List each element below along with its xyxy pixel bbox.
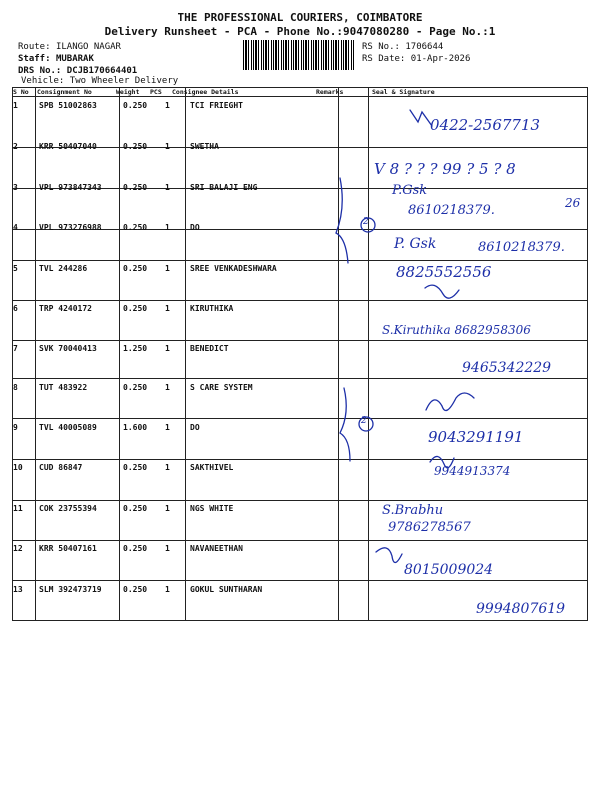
- signature-row-11-phone: 9786278567: [388, 520, 471, 535]
- row-pcs: 1: [165, 223, 170, 232]
- row-consignment: VPL 973276988: [39, 223, 102, 232]
- row-sno: 8: [13, 383, 18, 392]
- row-pcs: 1: [165, 585, 170, 594]
- row-pcs: 1: [165, 383, 170, 392]
- signature-row-11-name: S.Brabhu: [382, 503, 444, 518]
- row-weight: 0.250: [123, 101, 148, 110]
- rs-date-value: 01-Apr-2026: [410, 54, 471, 64]
- runsheet-subtitle: Delivery Runsheet - PCA - Phone No.:9047080280 - Page No.:1: [104, 25, 496, 38]
- route-label: Route:: [18, 42, 51, 52]
- signature-row-2: V 8 ? ? ? 99 ? 5 ? 8: [374, 160, 516, 178]
- row-sno: 13: [13, 585, 23, 594]
- row-consignee: SRI BALAJI ENG: [190, 183, 258, 192]
- row-sno: 9: [13, 423, 18, 432]
- row-weight: 1.250: [123, 344, 148, 353]
- row-weight: 0.250: [123, 264, 148, 273]
- row-sno: 7: [13, 344, 18, 353]
- row-weight: 0.250: [123, 142, 148, 151]
- row-consignee: S CARE SYSTEM: [190, 383, 253, 392]
- col-seal-signature: Seal & Signature: [372, 88, 435, 96]
- row-pcs: 1: [165, 183, 170, 192]
- row-weight: 0.250: [123, 183, 148, 192]
- col-sno: S No: [13, 88, 29, 96]
- row-consignment: VPL 973847343: [39, 183, 102, 192]
- row-consignment: KRR 50407040: [39, 142, 97, 151]
- drs-value: DCJB170664401: [66, 66, 138, 76]
- col-consignment: Consignment No: [37, 88, 92, 96]
- row-consignment: COK 23755394: [39, 504, 97, 513]
- row-weight: 0.250: [123, 504, 148, 513]
- row-pcs: 1: [165, 101, 170, 110]
- row-consignee: SREE VENKADESHWARA: [190, 264, 277, 273]
- row-pcs: 1: [165, 344, 170, 353]
- signature-row-4-name: P. Gsk: [394, 236, 437, 252]
- row-weight: 0.250: [123, 383, 148, 392]
- col-consignee: Consignee Details: [172, 88, 239, 96]
- remark-circle-number: 2: [361, 416, 367, 426]
- row-pcs: 1: [165, 423, 170, 432]
- signature-row-6: S.Kiruthika 8682958306: [382, 323, 531, 337]
- row-consignee: DO: [190, 223, 200, 232]
- staff-value: MUBARAK: [55, 54, 94, 64]
- row-weight: 0.250: [123, 585, 148, 594]
- row-weight: 1.600: [123, 423, 148, 432]
- row-sno: 12: [13, 544, 23, 553]
- row-consignment: SPB 51002863: [39, 101, 97, 110]
- rs-date-label: RS Date:: [362, 54, 406, 64]
- row-consignment: TRP 4240172: [39, 304, 92, 313]
- signature-row-10-phone: 9944913374: [434, 464, 511, 478]
- vehicle-value: Two Wheeler Delivery: [69, 76, 179, 86]
- row-sno: 3: [13, 183, 18, 192]
- row-consignee: TCI FRIEGHT: [190, 101, 243, 110]
- signature-row-3-note: 26: [565, 196, 581, 210]
- signature-row-8-phone: 9043291191: [428, 428, 524, 446]
- row-consignee: NGS WHITE: [190, 504, 234, 513]
- remark-circle-number: 2: [363, 217, 369, 227]
- row-consignment: TVL 244286: [39, 264, 88, 273]
- row-consignment: KRR 50407161: [39, 544, 97, 553]
- signature-row-7-phone: 9465342229: [462, 360, 552, 376]
- row-sno: 11: [13, 504, 23, 513]
- row-consignee: NAVANEETHAN: [190, 544, 243, 553]
- signature-row-5-phone: 8825552556: [396, 263, 492, 281]
- signature-row-12-phone: 8015009024: [404, 562, 494, 578]
- row-pcs: 1: [165, 264, 170, 273]
- row-consignee: BENEDICT: [190, 344, 229, 353]
- signature-row-4-phone: 8610218379.: [478, 240, 565, 255]
- row-sno: 10: [13, 463, 23, 472]
- signature-row-1: 0422-2567713: [430, 116, 541, 134]
- row-pcs: 1: [165, 142, 170, 151]
- row-weight: 0.250: [123, 223, 148, 232]
- rs-no-label: RS No.:: [362, 42, 400, 52]
- row-pcs: 1: [165, 544, 170, 553]
- row-consignee: SAKTHIVEL: [190, 463, 234, 472]
- signature-row-13-phone: 9994807619: [476, 601, 566, 617]
- row-consignee: KIRUTHIKA: [190, 304, 234, 313]
- row-consignee: SWETHA: [190, 142, 219, 151]
- row-pcs: 1: [165, 304, 170, 313]
- row-consignment: TUT 483922: [39, 383, 88, 392]
- row-consignee: DO: [190, 423, 200, 432]
- drs-label: DRS No.:: [18, 66, 62, 76]
- vehicle-label: Vehicle:: [21, 76, 65, 86]
- col-weight: Weight: [116, 88, 140, 96]
- row-consignment: SVK 70040413: [39, 344, 97, 353]
- row-sno: 5: [13, 264, 18, 273]
- row-consignee: GOKUL SUNTHARAN: [190, 585, 263, 594]
- row-sno: 2: [13, 142, 18, 151]
- row-sno: 1: [13, 101, 18, 110]
- rs-no-value: 1706644: [405, 42, 444, 52]
- signature-row-3-name: P.Gsk: [392, 183, 428, 198]
- company-title: THE PROFESSIONAL COURIERS, COIMBATORE: [177, 11, 423, 24]
- row-weight: 0.250: [123, 544, 148, 553]
- row-weight: 0.250: [123, 304, 148, 313]
- row-sno: 4: [13, 223, 18, 232]
- row-sno: 6: [13, 304, 18, 313]
- row-consignment: CUD 86847: [39, 463, 83, 472]
- col-pcs: PCS: [150, 88, 162, 96]
- row-pcs: 1: [165, 463, 170, 472]
- signature-row-3-phone: 8610218379.: [408, 203, 495, 218]
- col-remarks: Remarks: [316, 88, 344, 96]
- row-weight: 0.250: [123, 463, 148, 472]
- staff-label: Staff:: [18, 54, 51, 64]
- row-consignment: TVL 40005089: [39, 423, 97, 432]
- row-consignment: SLM 392473719: [39, 585, 102, 594]
- row-pcs: 1: [165, 504, 170, 513]
- route-value: ILANGO NAGAR: [55, 42, 121, 52]
